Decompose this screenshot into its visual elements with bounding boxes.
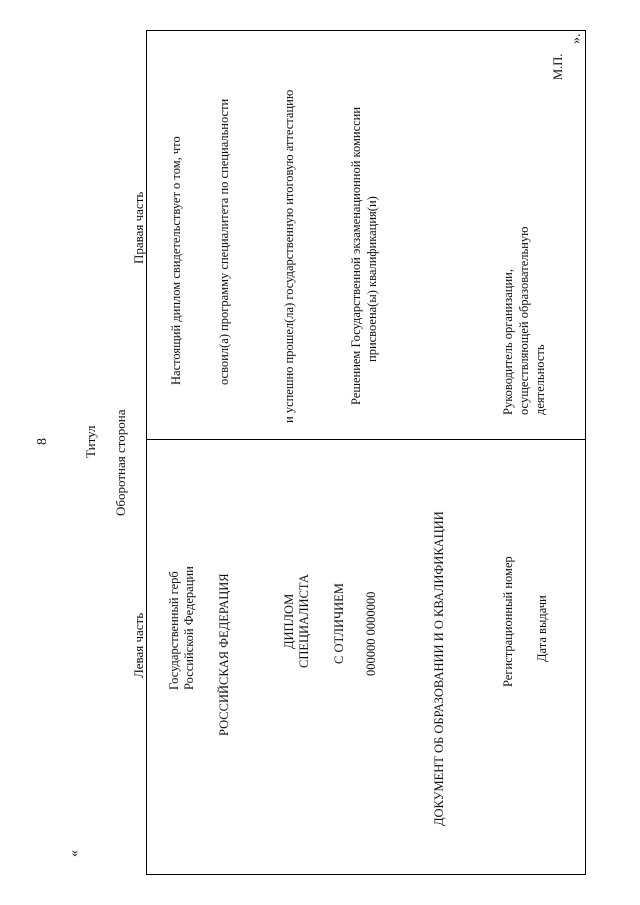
country-name: РОССИЙСКАЯ ФЕДЕРАЦИЯ <box>217 573 231 736</box>
open-quote: « <box>67 850 82 857</box>
document-type: ДОКУМЕНТ ОБ ОБРАЗОВАНИИ И О КВАЛИФИКАЦИИ <box>432 511 446 826</box>
column-divider <box>146 439 586 440</box>
registration-number-label: Регистрационный номер <box>501 556 515 687</box>
diploma-title-line-2: СПЕЦИАЛИСТА <box>297 574 311 668</box>
certifies-text: Настоящий диплом свидетельствует о том, что <box>169 136 183 385</box>
attestation-text: и успешно прошел(ла) государственную итоговую аттестацию <box>282 89 296 423</box>
commission-text: Решением Государственной экзаменационной комиссии <box>349 106 363 405</box>
issue-date-label: Дата выдачи <box>535 595 549 662</box>
page-title: Титул <box>83 425 98 458</box>
page-number: 8 <box>35 438 50 445</box>
left-part-label: Левая часть <box>131 612 146 678</box>
right-part-label: Правая часть <box>131 191 146 264</box>
emblem-line-2: Российской Федерации <box>182 566 196 690</box>
diploma-title-line-1: ДИПЛОМ <box>282 593 296 649</box>
program-text: освоил(а) программу специалитета по специальности <box>217 98 231 385</box>
diploma-layout-table <box>146 30 586 875</box>
honors-label: С ОТЛИЧИЕМ <box>332 583 346 664</box>
emblem-line-1: Государственный герб <box>167 571 181 690</box>
qualification-text: присвоена(ы) квалификация(и) <box>365 196 379 362</box>
seal-label: М.П. <box>551 53 565 80</box>
page-side-label: Оборотная сторона <box>113 409 128 516</box>
head-of-organization-line-2: осуществляющей образовательную <box>517 226 531 415</box>
head-of-organization-line-1: Руководитель организации, <box>501 269 515 415</box>
close-quote: ». <box>569 33 584 44</box>
diploma-number: 000000 0000000 <box>364 591 378 676</box>
head-of-organization-line-3: деятельность <box>533 344 547 415</box>
